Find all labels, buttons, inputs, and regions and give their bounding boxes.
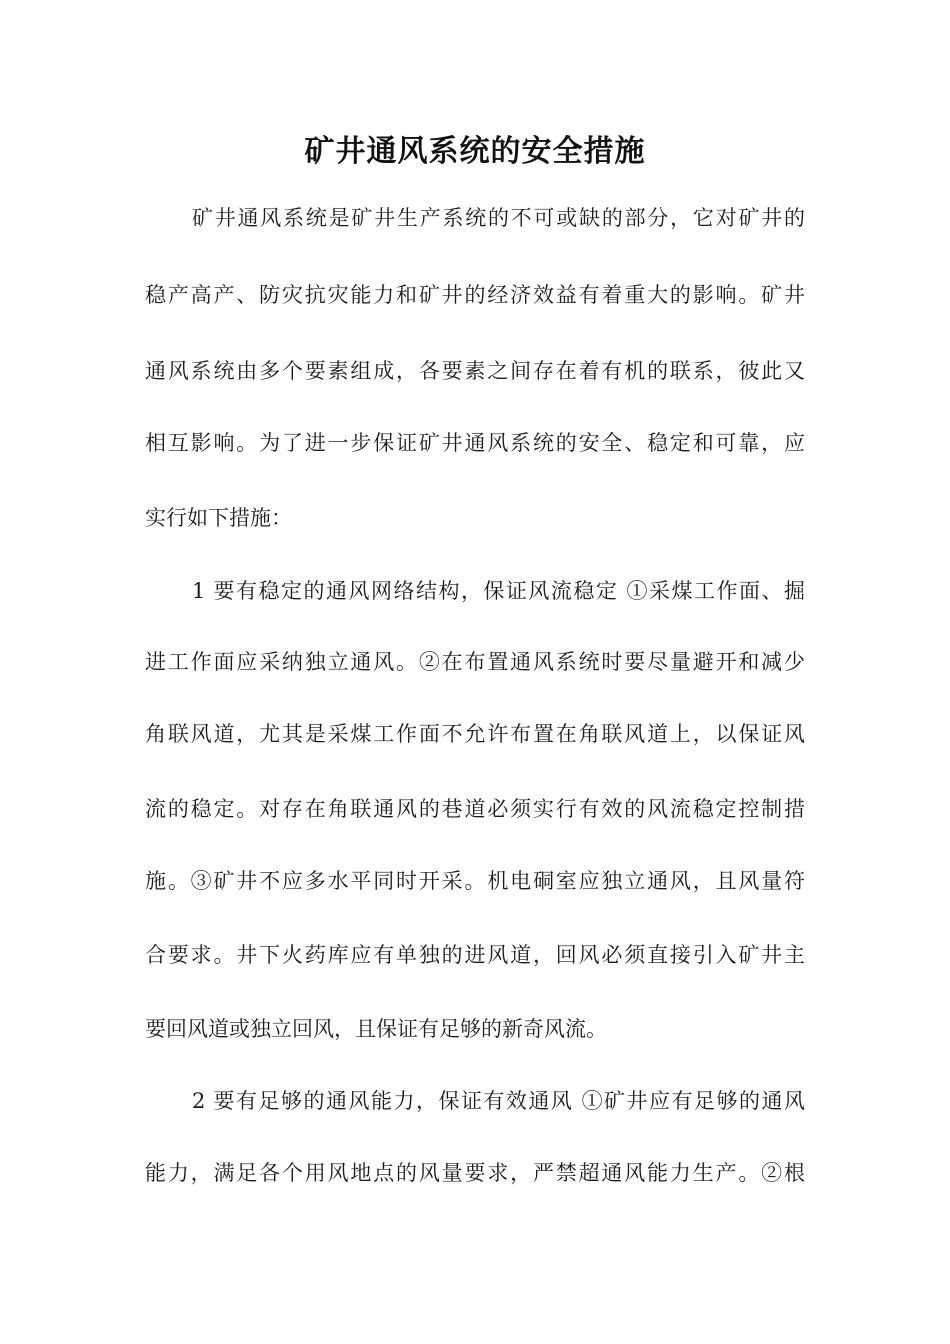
paragraph-line: 施。③矿井不应多水平同时开采。机电硐室应独立通风，且风量符 bbox=[145, 869, 805, 893]
paragraph-line: 通风系统由多个要素组成，各要素之间存在着有机的联系，彼此又 bbox=[145, 359, 805, 383]
paragraph-line: 2 要有足够的通风能力，保证有效通风 ①矿井应有足够的通风 bbox=[192, 1089, 805, 1113]
paragraph-line: 相互影响。为了进一步保证矿井通风系统的安全、稳定和可靠，应 bbox=[145, 431, 805, 455]
paragraph-line: 流的稳定。对存在角联通风的巷道必须实行有效的风流稳定控制措 bbox=[145, 797, 805, 821]
paragraph-line: 合要求。井下火药库应有单独的进风道，回风必须直接引入矿井主 bbox=[145, 943, 805, 967]
page-title: 矿井通风系统的安全措施 bbox=[304, 134, 646, 169]
paragraph-line: 1 要有稳定的通风网络结构，保证风流稳定 ①采煤工作面、掘 bbox=[192, 579, 805, 603]
paragraph-line: 稳产高产、防灾抗灾能力和矿井的经济效益有着重大的影响。矿井 bbox=[145, 283, 805, 307]
paragraph-line: 实行如下措施： bbox=[145, 506, 292, 530]
paragraph-line: 进工作面应采纳独立通风。②在布置通风系统时要尽量避开和减少 bbox=[145, 650, 805, 674]
paragraph-line: 角联风道，尤其是采煤工作面不允许布置在角联风道上，以保证风 bbox=[145, 722, 805, 746]
paragraph-line: 能力，满足各个用风地点的风量要求，严禁超通风能力生产。②根 bbox=[145, 1161, 805, 1185]
paragraph-line: 矿井通风系统是矿井生产系统的不可或缺的部分，它对矿井的 bbox=[192, 206, 805, 230]
paragraph-line: 要回风道或独立回风，且保证有足够的新奇风流。 bbox=[145, 1017, 607, 1041]
